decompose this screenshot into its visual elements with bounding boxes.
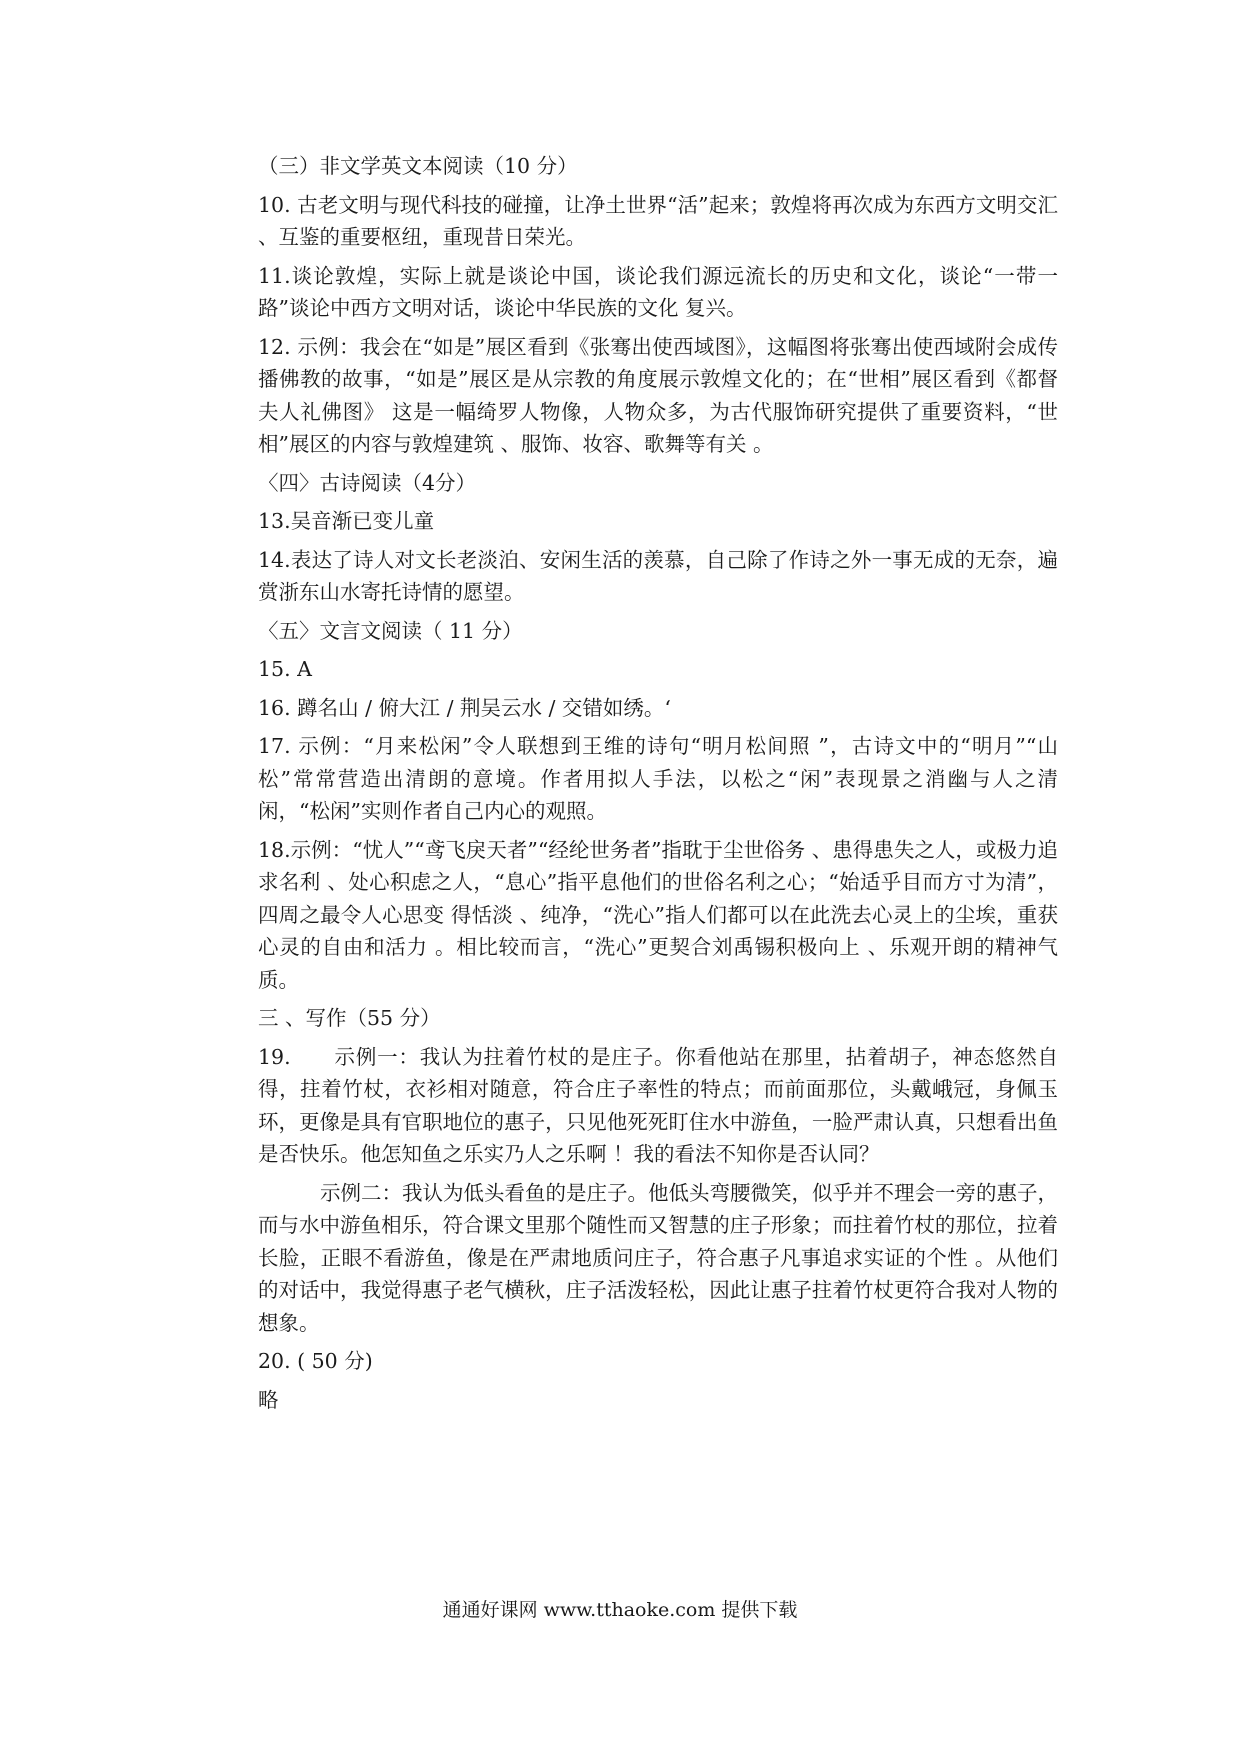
answer-key-body: [258, 150, 1065, 1422]
answer-paragraph: 19. 示例一：我认为拄着竹杖的是庄子。你看他站在那里，拈着胡子，神态悠然自得，拄着竹杖，衣衫相对随意，符合庄子率性的特点；而前面那位，头戴峨冠，身佩玉环，更像是具有官职地位的惠子，只见他死死盯住水中游鱼，一脸严肃认真，只想看出鱼是否快乐。他怎知鱼之乐实乃人之乐啊 ！我的看法不知你是否认同？: [258, 1044, 1058, 1166]
answer-paragraph: 12. 示例：我会在“如是”展区看到《张骞出使西域图》，这幅图将张骞出使西域附会成传播佛教的故事，“如是”展区是从宗教的角度展示敦煌文化的；在“世相”展区看到《都督夫人礼佛图》 这是一幅绮罗人物像，人物众多，为古代服饰研究提供了重要资料，“世相”展区的内容与敦煌建筑 、服饰、妆容、歌舞等有关 。: [258, 334, 1058, 456]
answer-paragraph: 14.表达了诗人对文长老淡泊、安闲生活的羡慕，自己除了作诗之外一事无成的无奈，遍赏浙东山水寄托诗情的愿望。: [258, 547, 1058, 604]
answer-paragraph: 17. 示例：“月来松闲”令人联想到王维的诗句“明月松间照 ”，古诗文中的“明月”“山松”常常营造出清朗的意境。作者用拟人手法，以松之“闲”表现景之消幽与人之清闲，“松闲”实则作者自己内心的观照。: [258, 734, 1058, 823]
answer-paragraph: 略: [258, 1387, 279, 1412]
section-heading: 〈四〉古诗阅读（4分）: [258, 470, 477, 495]
section-heading: （三）非文学英文本阅读（10 分）: [258, 154, 578, 178]
answer-paragraph: 18.示例：“忧人”“鸢飞戾天者”“经纶世务者”指耽于尘世俗务 、患得患失之人，或极力追求名利 、处心积虑之人，“息心”指平息他们的世俗名利之心；“始适乎目而方寸为清”，四周之最令人心思变 得恬淡 、纯净，“洗心”指人们都可以在此洗去心灵上的尘埃，重获心灵的自由和活力 。相比较而言，“洗心”更契合刘禹锡积极向上 、乐观开朗的精神气质。: [258, 837, 1058, 992]
answer-paragraph: 20. ( 50 分): [258, 1349, 373, 1373]
answer-paragraph: 13.吴音渐已变儿童: [258, 509, 435, 533]
section-heading: 三 、写作（55 分）: [258, 1006, 441, 1030]
answer-paragraph: 11.谈论敦煌，实际上就是谈论中国，谈论我们源远流长的历史和文化，谈论“一带一路”谈论中西方文明对话，谈论中华民族的文化 复兴。: [258, 263, 1058, 320]
answer-paragraph: 15. A: [258, 657, 312, 681]
page-footer: 通通好课网 www.tthaoke.com 提供下载: [442, 1599, 798, 1621]
answer-paragraph: 10. 古老文明与现代科技的碰撞，让净土世界“活”起来；敦煌将再次成为东西方文明交汇 、互鉴的重要枢纽，重现昔日荣光。: [258, 192, 1065, 249]
answer-paragraph: 16. 蹲名山 / 俯大江 / 荆吴云水 / 交错如绣。‘: [258, 695, 671, 720]
section-heading: 〈五〉文言文阅读（ 11 分）: [258, 618, 523, 643]
answer-paragraph: 示例二：我认为低头看鱼的是庄子。他低头弯腰微笑，似乎并不理会一旁的惠子，而与水中游鱼相乐，符合课文里那个随性而又智慧的庄子形象；而拄着竹杖的那位，拉着长脸，正眼不看游鱼，像是在严肃地质问庄子，符合惠子凡事追求实证的个性 。从他们的对话中，我觉得惠子老气横秋，庄子活泼轻松，因此让惠子拄着竹杖更符合我对人物的想象。: [258, 1180, 1058, 1335]
